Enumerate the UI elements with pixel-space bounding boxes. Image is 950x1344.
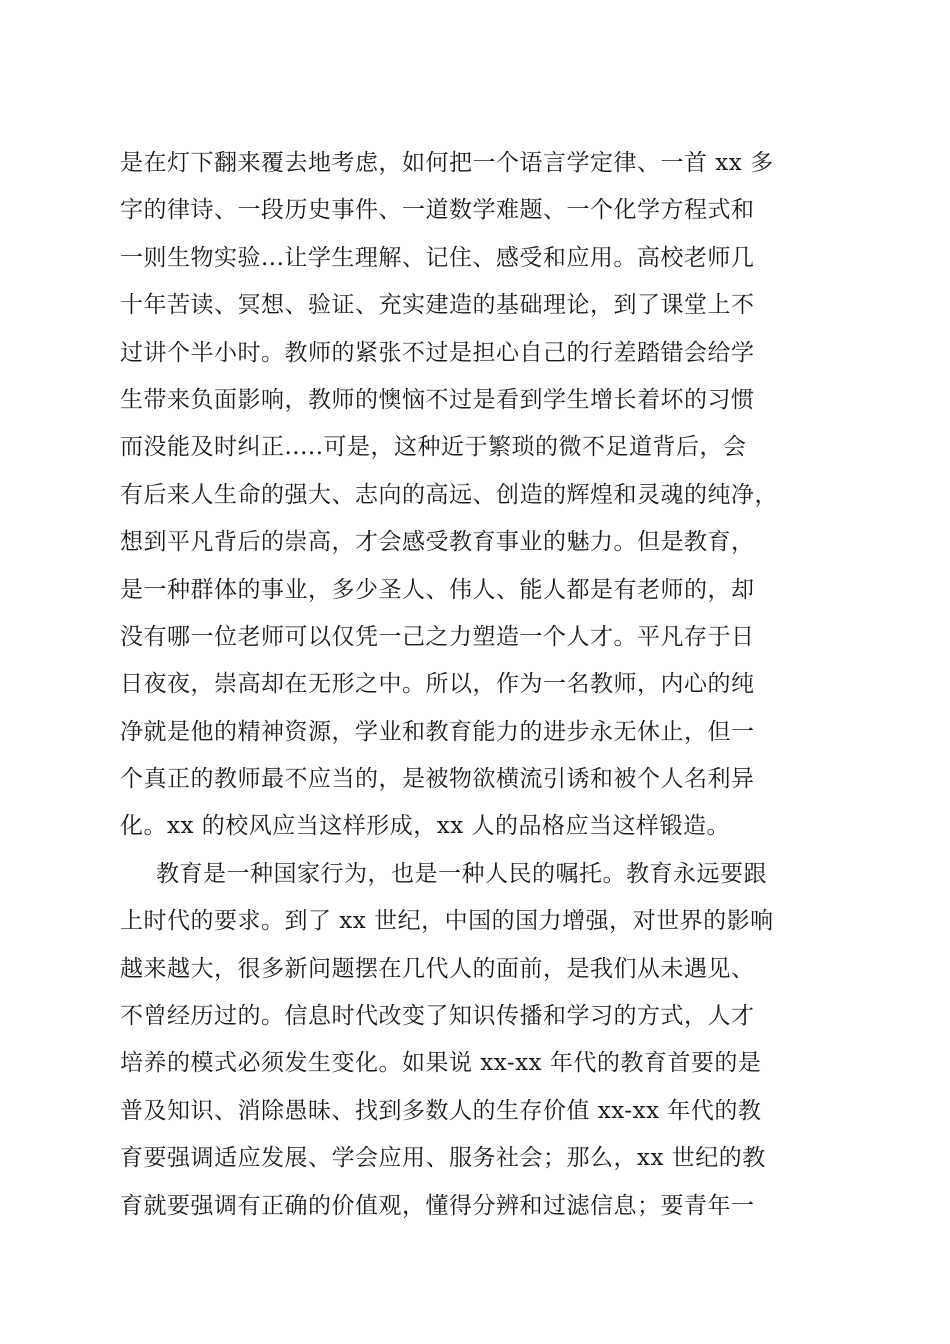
text-line: 不曾经历过的。信息时代改变了知识传播和学习的方式，人才 xyxy=(120,1003,755,1030)
text-line: 育要强调适应发展、学会应用、服务社会；那么，xx 世纪的教 xyxy=(120,1145,766,1172)
text-line: 个真正的教师最不应当的，是被物欲横流引诱和被个人名利异 xyxy=(120,766,755,793)
text-line: 是一种群体的事业，多少圣人、伟人、能人都是有老师的，却 xyxy=(120,576,755,603)
text-line: 是在灯下翻来覆去地考虑，如何把一个语言学定律、一首 xx 多 xyxy=(120,150,774,176)
text-line: 越来越大，很多新问题摆在几代人的面前，是我们从未遇见、 xyxy=(120,955,755,982)
body-text xyxy=(120,140,840,1230)
text-line: 一则生物实验...让学生理解、记住、感受和应用。高校老师几 xyxy=(120,244,755,271)
text-line: 生带来负面影响，教师的懊恼不过是看到学生增长着坏的习惯 xyxy=(120,386,755,413)
text-line: 过讲个半小时。教师的紧张不过是担心自己的行差踏错会给学 xyxy=(120,339,755,366)
text-line: 化。xx 的校风应当这样形成，xx 人的品格应当这样锻造。 xyxy=(120,813,731,840)
text-line: 普及知识、消除愚昧、找到多数人的生存价值 xx-xx 年代的教 xyxy=(120,1097,762,1124)
text-line: 字的律诗、一段历史事件、一道数学难题、一个化学方程式和 xyxy=(120,197,755,224)
text-line: 没有哪一位老师可以仅凭一己之力塑造一个人才。平凡存于日 xyxy=(120,623,755,650)
text-line: 培养的模式必须发生变化。如果说 xx-xx 年代的教育首要的是 xyxy=(120,1050,762,1077)
text-line: 有后来人生命的强大、志向的高远、创造的辉煌和灵魂的纯净， xyxy=(120,481,778,508)
text-line: 想到平凡背后的崇高，才会感受教育事业的魅力。但是教育， xyxy=(120,529,755,556)
text-line: 净就是他的精神资源，学业和教育能力的进步永无休止，但一 xyxy=(120,718,755,745)
text-line: 上时代的要求。到了 xx 世纪，中国的国力增强，对世界的影响 xyxy=(120,908,774,935)
text-line: 日夜夜，崇高却在无形之中。所以，作为一名教师，内心的纯 xyxy=(120,671,755,698)
paragraph-first-line: 教育是一种国家行为，也是一种人民的嘱托。教育永远要跟 xyxy=(156,860,767,887)
text-line: 十年苦读、冥想、验证、充实建造的基础理论，到了课堂上不 xyxy=(120,292,755,319)
text-line: 而没能及时纠正.....可是，这种近于繁琐的微不足道背后，会 xyxy=(120,434,747,461)
text-line: 育就要强调有正确的价值观，懂得分辨和过滤信息；要青年一 xyxy=(120,1192,755,1219)
